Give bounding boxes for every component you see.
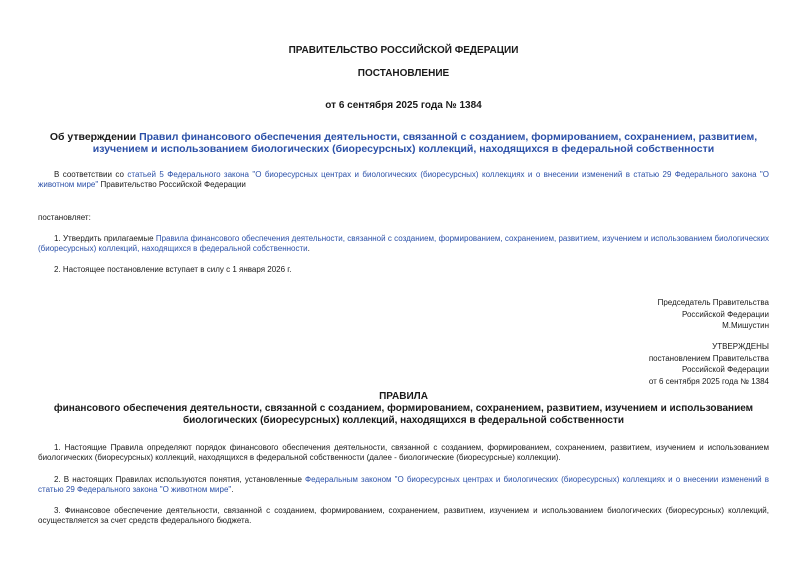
approval-stamp-block — [649, 341, 769, 387]
decree-date-number: от 6 сентября 2025 года № 1384 — [325, 100, 482, 111]
preamble-paragraph — [38, 170, 769, 190]
rules-subheading: финансового обеспечения деятельности, связанной с созданием, формированием, сохранением, развитием, изучением и использованием биологических (биоресурсных) коллекций, находящихся в федеральной собственности — [53, 403, 754, 426]
approved-country: Российской Федерации — [682, 365, 769, 374]
resolves-text: постановляет: — [38, 213, 91, 222]
approved-by: постановлением Правительства — [648, 353, 769, 363]
item-1-paragraph — [38, 234, 769, 254]
signature-name: М.Мишустин — [722, 321, 769, 330]
rules-p2-before-link: 2. В настоящих Правилах используются понятия, установленные — [54, 475, 306, 484]
approved-label: УТВЕРЖДЕНЫ — [712, 342, 769, 351]
title-prefix: Об утверждении — [49, 131, 140, 143]
document-title — [38, 131, 769, 155]
rules-heading: ПРАВИЛА — [379, 391, 428, 402]
approved-rules-link[interactable]: Правила финансового обеспечения деятельности, связанной с созданием, формированием, сохранением, развитием, изучением и использованием биологических (биоресурсных) коллекций, находящихся в федеральной собственности — [38, 234, 769, 253]
federal-law-link[interactable]: Федеральным законом "О биоресурсных центрах и биологических (биоресурсных) коллекциях и о внесении изменений в статью 29 Федерального закона "О животном мире" — [38, 475, 770, 494]
item-2-paragraph: 2. Настоящее постановление вступает в силу с 1 января 2026 г. — [54, 265, 292, 274]
signature-position: Председатель Правительства — [657, 298, 769, 307]
preamble-after-link: Правительство Российской Федерации — [98, 180, 246, 189]
federal-law-article-link[interactable]: статьей 5 Федерального закона "О биоресурсных центрах и биологических (биоресурсных) коллекциях и о внесении изменений в статью 29 Федерального закона "О животном мире" — [38, 170, 769, 189]
decree-type: ПОСТАНОВЛЕНИЕ — [357, 68, 450, 79]
government-header: ПРАВИТЕЛЬСТВО РОССИЙСКОЙ ФЕДЕРАЦИИ — [288, 45, 519, 56]
rules-heading-block — [38, 391, 769, 427]
title-rules-link[interactable]: Правил финансового обеспечения деятельности, связанной с созданием, формированием, сохранением, развитием, изучением и использованием биологических (биоресурсных) коллекций, находящихся в федеральной собственности — [92, 131, 758, 155]
preamble-before-link: В соответствии со — [54, 170, 128, 179]
rules-p2-after-link: . — [231, 485, 234, 494]
approved-date: от 6 сентября 2025 года № 1384 — [648, 376, 769, 386]
rules-paragraph-1: 1. Настоящие Правила определяют порядок финансового обеспечения деятельности, связанной с созданием, формированием, сохранением, развитием, изучением и использованием биологических (биоресурсных) коллекций, находящихся в федеральной собственности (далее - биологические (биоресурсные) коллекции). — [38, 443, 769, 462]
item-1-after-link: . — [307, 244, 310, 253]
signature-block — [658, 297, 769, 332]
item-1-before-link: 1. Утвердить прилагаемые — [54, 234, 156, 243]
rules-paragraph-2 — [38, 475, 769, 495]
signature-country: Российской Федерации — [682, 309, 769, 319]
rules-paragraph-3: 3. Финансовое обеспечение деятельности, связанной с созданием, формированием, сохранением, развитием, изучением и использованием биологических (биоресурсных) коллекций, осуществляется за счет средств федерального бюджета. — [38, 506, 769, 525]
